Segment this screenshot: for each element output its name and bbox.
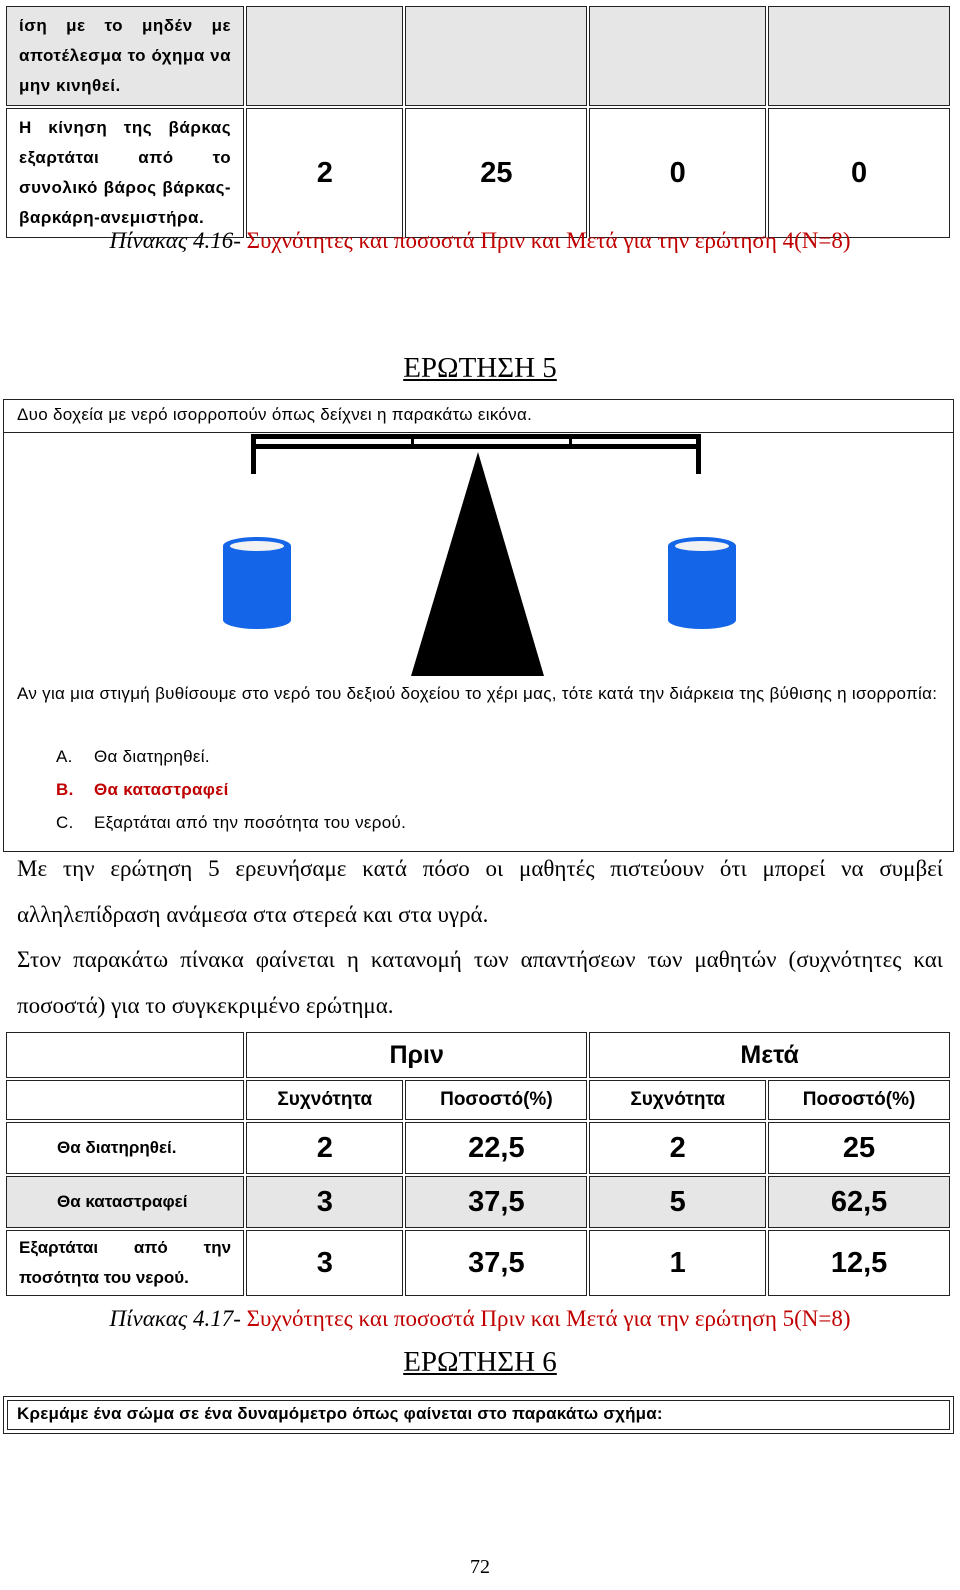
value-cell: 62,5 — [768, 1176, 950, 1228]
value-cell: 3 — [246, 1176, 403, 1228]
table-subheader-row — [6, 1080, 950, 1120]
table-caption-4-16 — [0, 228, 960, 254]
question-5-heading: ΕΡΩΤΗΣΗ 5 — [403, 352, 557, 384]
question-6-intro-box — [3, 1396, 954, 1434]
right-container — [668, 537, 736, 629]
row-question-text: ίση με το μηδέν με αποτέλεσμα το όχημα να μην κινηθεί. — [6, 6, 244, 106]
option-letter: Α. — [56, 747, 73, 766]
paragraph-2: Στον παρακάτω πίνακα φαίνεται η κατανομή των απαντήσεων των μαθητών (συχνότητες και ποσοστά) για το συγκεκριμένο ερώτημα. — [17, 947, 943, 1018]
empty-header-cell — [6, 1032, 244, 1078]
header-percent: Ποσοστό(%) — [768, 1080, 950, 1120]
table-row — [6, 1122, 950, 1174]
question-6-heading: ΕΡΩΤΗΣΗ 6 — [403, 1346, 557, 1378]
value-cell: 2 — [246, 108, 403, 238]
value-cell: 5 — [589, 1176, 766, 1228]
paragraph-1: Με την ερώτηση 5 ερευνήσαμε κατά πόσο οι μαθητές πιστεύουν ότι μπορεί να συμβεί αλληλεπίδραση ανάμεσα στα στερεά και στα υγρά. — [17, 856, 943, 927]
option-letter: Β. — [56, 780, 74, 799]
caption-text: Συχνότητες και ποσοστά Πριν και Μετά για την ερώτηση 4(N=8) — [240, 228, 851, 253]
page-number: 72 — [470, 1556, 490, 1578]
value-cell: 12,5 — [768, 1230, 950, 1296]
caption-prefix: Πίνακας 4.16- — [109, 228, 241, 253]
value-cell: 2 — [589, 1122, 766, 1174]
value-cell: 1 — [589, 1230, 766, 1296]
option-text: Θα διατηρηθεί. — [94, 747, 210, 766]
value-cell: 3 — [246, 1230, 403, 1296]
value-cell: 22,5 — [405, 1122, 587, 1174]
table-header-row — [6, 1032, 950, 1078]
table-row — [6, 1230, 950, 1296]
value-cell: 25 — [768, 1122, 950, 1174]
question-6-intro: Κρεμάμε ένα σώμα σε ένα δυναμόμετρο όπως φαίνεται στο παρακάτω σχήμα: — [17, 1404, 663, 1423]
value-cell: 0 — [768, 108, 950, 238]
empty-cell — [768, 6, 950, 106]
caption-text: Συχνότητες και ποσοστά Πριν και Μετά για την ερώτηση 5(N=8) — [240, 1306, 851, 1331]
table-caption-4-17 — [0, 1306, 960, 1332]
table-4-16-continuation — [4, 4, 952, 240]
value-cell: 25 — [405, 108, 587, 238]
value-cell: 37,5 — [405, 1176, 587, 1228]
answer-option-c — [56, 813, 406, 833]
answer-option-a — [56, 747, 210, 767]
table-4-17 — [4, 1030, 952, 1298]
question-5-box — [3, 404, 954, 852]
table-row — [6, 6, 950, 106]
left-container — [223, 537, 291, 629]
value-cell: 2 — [246, 1122, 403, 1174]
empty-header-cell — [6, 1080, 244, 1120]
empty-cell — [589, 6, 766, 106]
header-frequency: Συχνότητα — [246, 1080, 403, 1120]
table-row — [6, 108, 950, 238]
fulcrum-triangle — [411, 452, 544, 676]
question-5-intro: Δυο δοχεία με νερό ισορροπούν όπως δείχνει η παρακάτω εικόνα. — [17, 405, 533, 424]
empty-cell — [246, 6, 403, 106]
header-percent: Ποσοστό(%) — [405, 1080, 587, 1120]
option-text: Θα καταστραφεί — [94, 780, 229, 799]
value-cell: 37,5 — [405, 1230, 587, 1296]
value-cell: 0 — [589, 108, 766, 238]
row-question-text: Η κίνηση της βάρκας εξαρτάται από το συνολικό βάρος βάρκας-βαρκάρη-ανεμιστήρα. — [6, 108, 244, 238]
header-after: Μετά — [589, 1032, 950, 1078]
row-label: Εξαρτάται από την ποσότητα του νερού. — [6, 1230, 244, 1296]
empty-cell — [405, 6, 587, 106]
row-label: Θα διατηρηθεί. — [6, 1122, 244, 1174]
table-row — [6, 1176, 950, 1228]
caption-prefix: Πίνακας 4.17- — [109, 1306, 241, 1331]
header-before: Πριν — [246, 1032, 587, 1078]
balance-figure — [4, 404, 955, 689]
option-letter: C. — [56, 813, 74, 832]
row-label: Θα καταστραφεί — [6, 1176, 244, 1228]
answer-option-b — [56, 780, 229, 800]
question-5-prompt: Αν για μια στιγμή βυθίσουμε στο νερό του δεξιού δοχείου το χέρι μας, τότε κατά την διάρκεια της βύθισης η ισορροπία: — [17, 684, 938, 703]
header-frequency: Συχνότητα — [589, 1080, 766, 1120]
option-text: Εξαρτάται από την ποσότητα του νερού. — [94, 813, 407, 832]
